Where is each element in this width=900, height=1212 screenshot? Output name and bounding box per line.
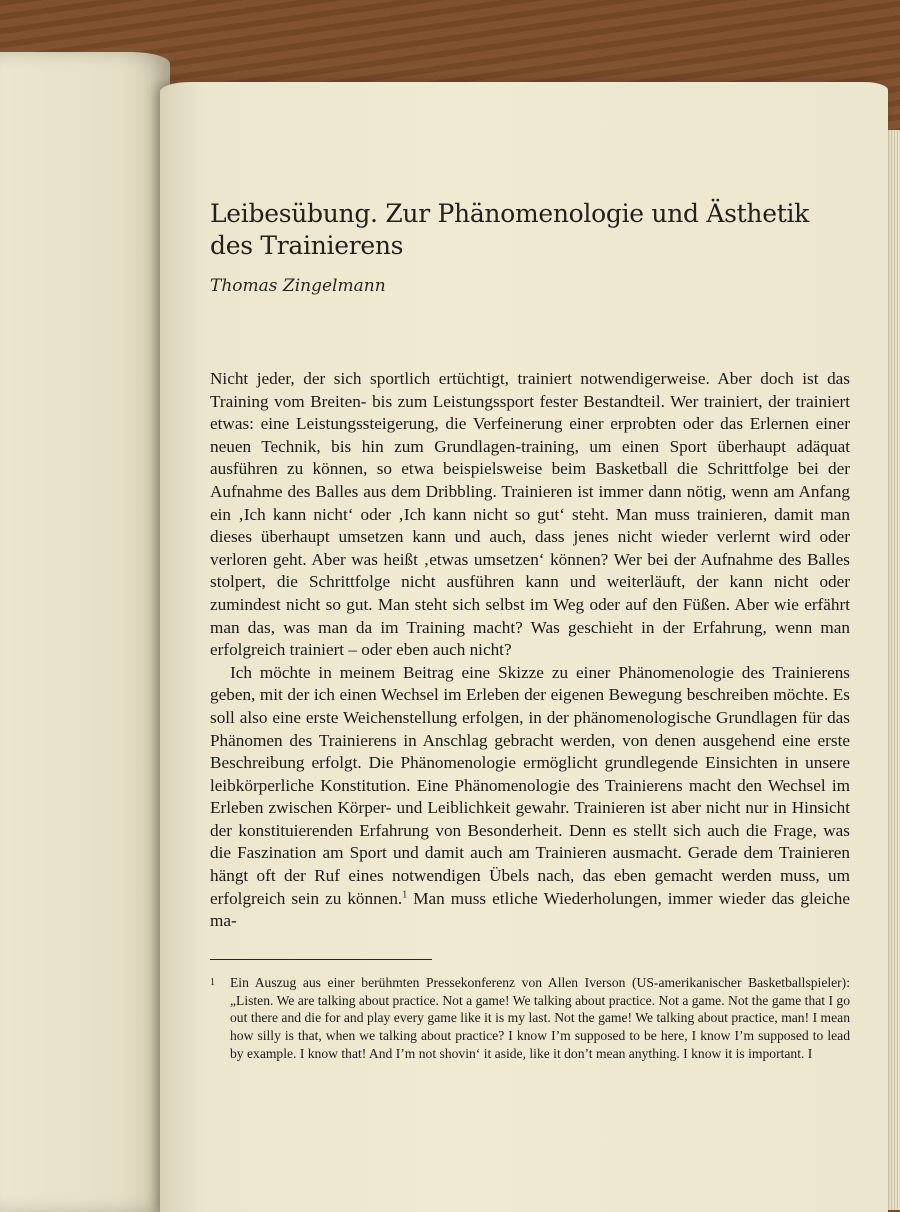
article-author: Thomas Zingelmann bbox=[210, 276, 386, 296]
footnote-divider bbox=[210, 959, 432, 960]
left-book-page bbox=[0, 52, 170, 1212]
footnote-text: Ein Auszug aus einer berühmten Pressekonferenz von Allen Iverson (US-amerikanischer Basketballspieler): „Listen. We are talking about practice. Not a game! We talking about practice. Not a game. Not the game that I go out there and die for and play every game like it is my last. Not the game! We talking about practice, man! I mean how silly is that, when we talking about practice? I know I’m supposed to be here, I know I’m supposed to lead by example. I know that! And I’m not shovin‘ it aside, like it don’t mean anything. I know it is important. I bbox=[230, 974, 850, 1062]
footnote-reference[interactable]: 1 bbox=[402, 888, 408, 900]
footnote-number: 1 bbox=[210, 976, 215, 988]
body-paragraph-1: Nicht jeder, der sich sportlich ertüchtigt, trainiert notwendigerweise. Aber doch ist das Training vom Breiten- bis zum Leistungssport fester Bestandteil. Wer trainiert, der trainiert etwas: eine Leistungssteigerung, die Verfeinerung einer erprobten oder das Erlernen einer neuen Technik, bis hin zum Grundlagen-training, um einen Sport überhaupt adäquat ausführen zu können, so etwa beispielsweise beim Basketball die Schrittfolge bei der Aufnahme des Balles aus dem Dribbling. Trainieren ist immer dann nötig, wenn am Anfang ein ‚Ich kann nicht‘ oder ‚Ich kann nicht so gut‘ steht. Man muss trainieren, damit man dieses überhaupt umsetzen kann und auch, dass jenes nicht wieder verlernt wird oder verloren geht. Aber was heißt ‚etwas umsetzen‘ können? Wer bei der Aufnahme des Balles stolpert, die Schrittfolge nicht ausführen kann und weiterläuft, der kann nicht oder zumindest nicht so gut. Man steht sich selbst im Weg oder auf den Füßen. Aber wie erfährt man das, was man da im Training macht? Was geschieht in der Erfahrung, wenn man erfolgreich trainiert – oder eben auch nicht? bbox=[210, 369, 850, 660]
body-paragraph-2 bbox=[210, 662, 850, 933]
body-paragraph-2-text: Ich möchte in meinem Beitrag eine Skizze zu einer Phänomenologie des Trainierens geben, mit der ich einen Wechsel im Erleben der eigenen Bewegung beschreiben möchte. Es soll also eine erste Weichenstellung erfolgen, in der phänomenologische Grundlagen für das Phänomen des Trainierens in Anschlag gebracht werden, von denen ausgehend eine erste Beschreibung erfolgt. Die Phänomenologie ermöglicht grundlegende Einsichten in unsere leibkörperliche Konstitution. Eine Phänomenologie des Trainierens macht den Wechsel im Erleben zwischen Körper- und Leiblichkeit gewahr. Trainieren ist aber nicht nur in Hinsicht der konstituierenden Erfahrung von Besonderheit. Denn es stellt sich auch die Frage, was die Faszination am Sport und damit auch am Trainieren ausmacht. Gerade dem Trainieren hängt oft der Ruf eines notwendigen Übels nach, das eben gemacht werden muss, um erfolgreich sein zu können. bbox=[210, 662, 850, 908]
right-book-page bbox=[160, 82, 888, 1212]
body-paragraph-2-tail: Man muss etliche Wiederholungen, immer wieder das gleiche ma- bbox=[210, 888, 850, 931]
article-body bbox=[210, 368, 850, 933]
article-title: Leibesübung. Zur Phänomenologie und Ästhetik des Trainierens bbox=[210, 199, 809, 260]
footnote bbox=[210, 974, 850, 1063]
page-content bbox=[210, 198, 850, 1063]
